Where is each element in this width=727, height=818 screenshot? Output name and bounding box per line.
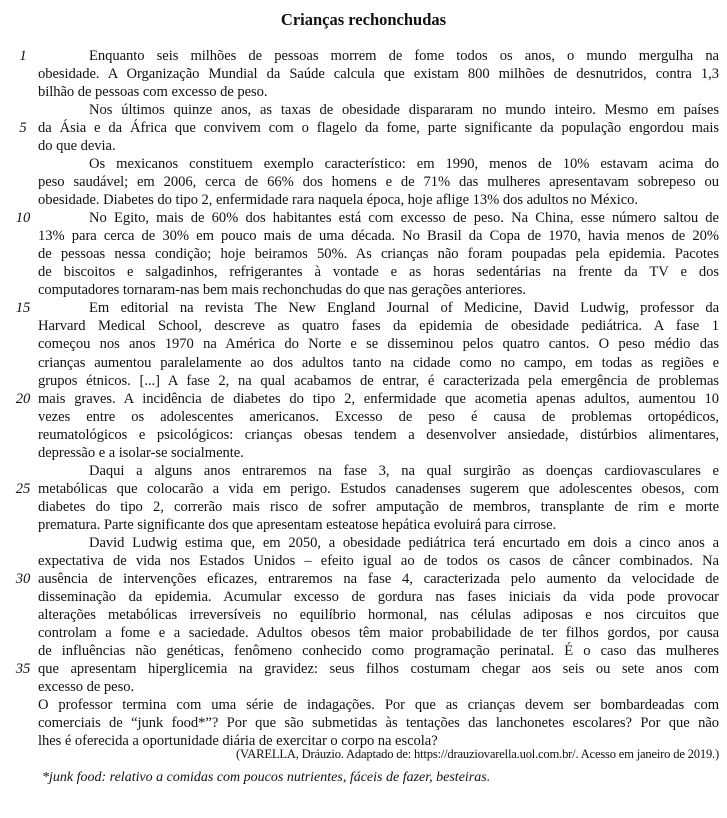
text-line: bilhão de pessoas com excesso de peso. bbox=[38, 84, 268, 101]
text-line: Os mexicanos constituem exemplo característico: em 1990, menos de 10% estavam acima do bbox=[89, 156, 719, 173]
line-number: 35 bbox=[15, 661, 31, 678]
text-line: da Ásia e da África que convivem com o flagelo da fome, parte significante da população engordou mais bbox=[38, 120, 719, 137]
text-line: reumatológicos e psicológicos: crianças obesas tendem a desenvolver ansiedade, distúrbios alimentares, bbox=[38, 426, 719, 443]
text-line: vezes entre os adolescentes americanos. Excesso de peso é causa de problemas ortopédicos, bbox=[38, 408, 719, 425]
text-line: prematura. Parte significante dos que apresentam esteatose hepática evoluirá para cirrose. bbox=[38, 516, 557, 533]
line-number: 30 bbox=[15, 570, 31, 587]
text-line: excesso de peso. bbox=[38, 679, 135, 696]
text-line: Em editorial na revista The New England Journal of Medicine, David Ludwig, professor da bbox=[89, 300, 719, 317]
text-line: de influências não genéticas, fenômeno conhecido como programação perinatal. É o caso das mulheres bbox=[38, 642, 719, 659]
text-line: de biscoitos e salgadinhos, refrigerantes à vontade e as horas sedentárias na frente da TV e dos bbox=[38, 264, 719, 281]
text-line: de pessoas nessa condição; hoje beiramos 50%. As crianças não foram poupadas pela epidemia. Pacotes bbox=[38, 246, 719, 263]
text-line: Daqui a alguns anos entraremos na fase 3, na qual surgirão as doenças cardiovasculares e bbox=[89, 462, 719, 479]
text-line: mais graves. A incidência de diabetes do tipo 2, enfermidade que acometia apenas adultos, aumentou 10 bbox=[38, 390, 719, 407]
text-line: obesidade. A Organização Mundial da Saúde calcula que existam 800 milhões de desnutridos, contra 1,3 bbox=[38, 66, 719, 83]
text-line: que apresentam hiperglicemia na gravidez: seus filhos costumam chegar aos seis ou sete anos com bbox=[38, 661, 719, 678]
text-line: Nos últimos quinze anos, as taxas de obesidade dispararam no mundo inteiro. Mesmo em países bbox=[89, 102, 719, 119]
text-line: O professor termina com uma série de indagações. Por que as crianças devem ser bombardeadas com bbox=[38, 697, 719, 714]
text-line: expectativa de vida nos Estados Unidos – efeito igual ao de todos os casos de câncer combinados. Na bbox=[38, 552, 719, 569]
text-line: No Egito, mais de 60% dos habitantes está com excesso de peso. Na China, esse número saltou de bbox=[89, 210, 719, 227]
text-line: 13% para cerca de 30% em pouco mais de uma década. No Brasil da Copa de 1970, havia menos de 20% bbox=[38, 228, 719, 245]
footnote: *junk food: relativo a comidas com poucos nutrientes, fáceis de fazer, besteiras. bbox=[42, 770, 491, 785]
text-line: Harvard Medical School, descreve as quatro fases da epidemia de obesidade pediátrica. A fase 1 bbox=[38, 318, 719, 335]
text-line: do que devia. bbox=[38, 138, 116, 155]
text-line: diabetes do tipo 2, correrão mais risco de sofrer amputação de membros, transplante de rim e morte bbox=[38, 498, 719, 515]
line-number: 15 bbox=[15, 300, 31, 317]
page-title: Crianças rechonchudas bbox=[280, 10, 447, 29]
text-line: crianças aumentou paralelamente ao dos adultos tanto na cidade como no campo, em todas as regiões e bbox=[38, 354, 719, 371]
line-number: 1 bbox=[19, 48, 27, 64]
text-line: peso saudável; em 2006, cerca de 66% dos homens e de 71% das mulheres apresentavam sobrepeso ou bbox=[38, 174, 719, 191]
text-line: lhes é oferecida a oportunidade diária de exercitar o corpo na escola? bbox=[38, 733, 438, 750]
text-line: obesidade. Diabetes do tipo 2, enfermidade rara naquela época, hoje aflige 13% dos adultos no México. bbox=[38, 192, 638, 209]
text-line: grupos étnicos. [...] A fase 2, na qual acabamos de entrar, é caracterizada pela emergência de problemas bbox=[38, 372, 719, 389]
text-line: computadores tornaram-nas bem mais rechonchudas do que nas gerações anteriores. bbox=[38, 282, 526, 299]
text-line: comerciais de “junk food*”? Por que são submetidas às tentações das lanchonetes escolares? Por que não bbox=[38, 715, 719, 732]
text-line: alterações metabólicas irreversíveis no equilíbrio hormonal, nas células adiposas e nos circuitos que bbox=[38, 606, 719, 623]
text-line: metabólicas que colocarão a vida em perigo. Estudos canadenses sugerem que adolescentes obesos, com bbox=[38, 480, 719, 497]
line-number: 25 bbox=[15, 480, 31, 497]
line-number: 20 bbox=[15, 390, 31, 407]
text-line: controlam a fome e a saciedade. Adultos obesos têm maior probabilidade de ter filhos gordos, por causa bbox=[38, 624, 719, 641]
text-line: depressão e a isolar-se socialmente. bbox=[38, 444, 244, 461]
text-line: Enquanto seis milhões de pessoas morrem de fome todos os anos, o mundo mergulha na bbox=[89, 48, 719, 64]
text-line: disseminação da epidemia. Acumular excesso de gordura nas fases iniciais da vida pode provocar bbox=[38, 588, 719, 605]
text-line: começou nos anos 1970 na América do Norte e se disseminou pelos quatro cantos. O peso médio das bbox=[38, 336, 719, 353]
source-citation: (VARELLA, Dráuzio. Adaptado de: https://drauziovarella.uol.com.br/. Acesso em janeiro de 2019.) bbox=[236, 747, 719, 761]
line-number: 10 bbox=[15, 210, 31, 227]
text-line: ausência de intervenções eficazes, entraremos na fase 4, caracterizada pelo aumento da velocidade de bbox=[38, 570, 719, 587]
line-number: 5 bbox=[19, 120, 27, 137]
text-line: David Ludwig estima que, em 2050, a obesidade pediátrica terá encurtado em dois a cinco anos a bbox=[89, 534, 719, 551]
